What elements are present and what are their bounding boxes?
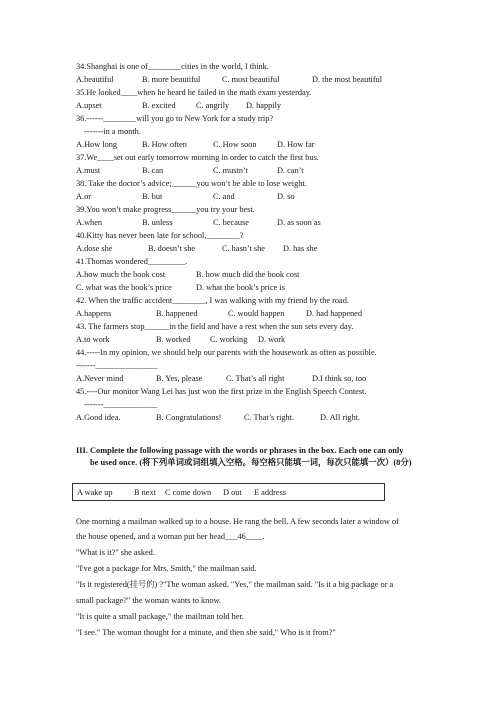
word-box <box>72 483 385 501</box>
option-b: B. Yes, please <box>156 374 203 383</box>
option-a: A.Never mind <box>76 374 124 383</box>
option-b: B. Congratulations! <box>156 413 222 422</box>
word-option-c: C come down <box>165 488 212 497</box>
option-c: C. most beautiful <box>222 75 280 84</box>
question-39: 39.You won’t make progress______you try your best. <box>76 205 255 214</box>
question-34: 34.Shanghai is one of________cities in the world, I think. <box>76 62 269 71</box>
options-42 <box>76 308 406 319</box>
option-c: C. because <box>213 218 249 227</box>
options-43 <box>76 334 406 345</box>
passage-line: small package?" the woman wants to know. <box>76 596 222 605</box>
option-a: A.when <box>76 218 103 227</box>
options-44 <box>76 373 406 384</box>
option-b: B. more beautiful <box>142 75 201 84</box>
option-d: D. All right. <box>320 413 361 422</box>
option-d: D. had happened <box>306 309 362 318</box>
question-37: 37.We____set out early tomorrow morning in order to catch the first bus. <box>76 153 319 162</box>
question-45: 45.----Our monitor Wang Lei has just won the first prize in the English Speech Contest. <box>76 387 367 396</box>
option-b: B. how much did the book cost <box>196 270 300 279</box>
option-a: A.happens <box>76 309 112 318</box>
option-a: A.upset <box>76 101 102 110</box>
option-d: D. has she <box>283 244 318 253</box>
passage-line: "What is it?" she asked. <box>76 548 155 557</box>
word-option-a: A wake up <box>77 488 113 497</box>
question-44-reply: -------_______________ <box>76 361 158 370</box>
option-b: B. excited <box>142 101 176 110</box>
option-a: A.dose she <box>76 244 113 253</box>
question-40: 40.Kitty has never been late for school,________? <box>76 231 244 240</box>
word-option-d: D out <box>223 488 242 497</box>
question-35: 35.He looked____when he heard he failed in the math exam yesterday. <box>76 88 312 97</box>
options-41-row2 <box>76 282 406 293</box>
option-a: A.or <box>76 192 91 201</box>
option-c: C. That’s all right <box>226 374 285 383</box>
options-38 <box>76 191 406 202</box>
option-a: A.to work <box>76 335 110 344</box>
option-c: C. How soon <box>213 140 257 149</box>
passage-line: "I've got a package for Mrs. Smith," the mailman said. <box>76 564 257 573</box>
option-a: A.beautiful <box>76 75 114 84</box>
option-b: B. happened <box>156 309 198 318</box>
passage-line: "It is quite a small package," the mailman told her. <box>76 612 244 621</box>
option-b: B. but <box>142 192 163 201</box>
passage-line: "Is it registered(挂号的) ?"The woman asked. "Yes," the mailman said. "Is it a big package or a <box>76 580 394 589</box>
option-c: C. angrily <box>196 101 230 110</box>
option-c: C. and <box>213 192 235 201</box>
option-b: B. unless <box>142 218 173 227</box>
question-41: 41.Thomas wondered_________. <box>76 257 188 266</box>
option-c: C. working <box>210 335 248 344</box>
options-34 <box>76 74 406 85</box>
option-d: D.I think so, too <box>312 374 367 383</box>
option-b: B. worked <box>156 335 191 344</box>
word-option-e: E address <box>254 488 287 497</box>
option-d: D. what the book’s price is <box>196 283 285 292</box>
question-44: 44.-----In my opinion, we should help our parents with the housework as often as possible. <box>76 348 377 357</box>
option-a: A.Good idea. <box>76 413 121 422</box>
question-36: 36.------________will you go to New York for a study trip? <box>76 114 274 123</box>
word-option-b: B next <box>134 488 156 497</box>
option-c: C. That’s right. <box>244 413 295 422</box>
question-42: 42. When the traffic accident________, I was walking with my friend by the road. <box>76 296 349 305</box>
options-40 <box>76 243 406 254</box>
question-36-reply: -------in a month. <box>84 127 141 136</box>
option-c: C. mustn’t <box>213 166 248 175</box>
section-3-title: III. Complete the following passage with the words or phrases in the box. Each one can only <box>76 446 404 455</box>
question-43: 43. The farmers stop______in the field and have a rest when the sun sets every day. <box>76 322 354 331</box>
option-a: A.must <box>76 166 101 175</box>
question-45-reply: -------_____________ <box>84 400 158 409</box>
option-b: B. How often <box>142 140 187 149</box>
option-d: D. can’t <box>277 166 304 175</box>
option-d: D. work <box>258 335 286 344</box>
option-d: D. the most beautiful <box>312 75 383 84</box>
options-45 <box>76 412 406 423</box>
options-36 <box>76 139 406 150</box>
passage-line: "I see." The woman thought for a minute, and then she said," Who is it from?" <box>76 628 336 637</box>
passage-line: the house opened, and a woman put her head___46____. <box>76 532 265 541</box>
options-35 <box>76 100 406 111</box>
section-3-instructions: be used once. (将下列单词或词组填入空格。每空格只能填一词，每次只能填一次）(8分) <box>90 458 412 467</box>
option-d: D. How far <box>277 140 315 149</box>
option-c: C. hasn’t she <box>222 244 265 253</box>
option-b: B. doesn’t she <box>148 244 196 253</box>
option-c: C. what was the book’s price <box>76 283 172 292</box>
passage-line: One morning a mailman walked up to a house. He rang the bell. A few seconds later a window of <box>76 517 399 526</box>
options-37 <box>76 165 406 176</box>
options-41-row1 <box>76 269 406 280</box>
option-a: A.how much the book cost <box>76 270 166 279</box>
question-38: 38. Take the doctor’s advice;______you won’t be able to lose weight. <box>76 179 307 188</box>
option-d: D. so <box>277 192 295 201</box>
options-39 <box>76 217 406 228</box>
option-b: B. can <box>142 166 164 175</box>
option-d: D. happily <box>246 101 282 110</box>
option-a: A.How long <box>76 140 118 149</box>
option-d: D. as soon as <box>277 218 321 227</box>
option-c: C. would happen <box>228 309 285 318</box>
